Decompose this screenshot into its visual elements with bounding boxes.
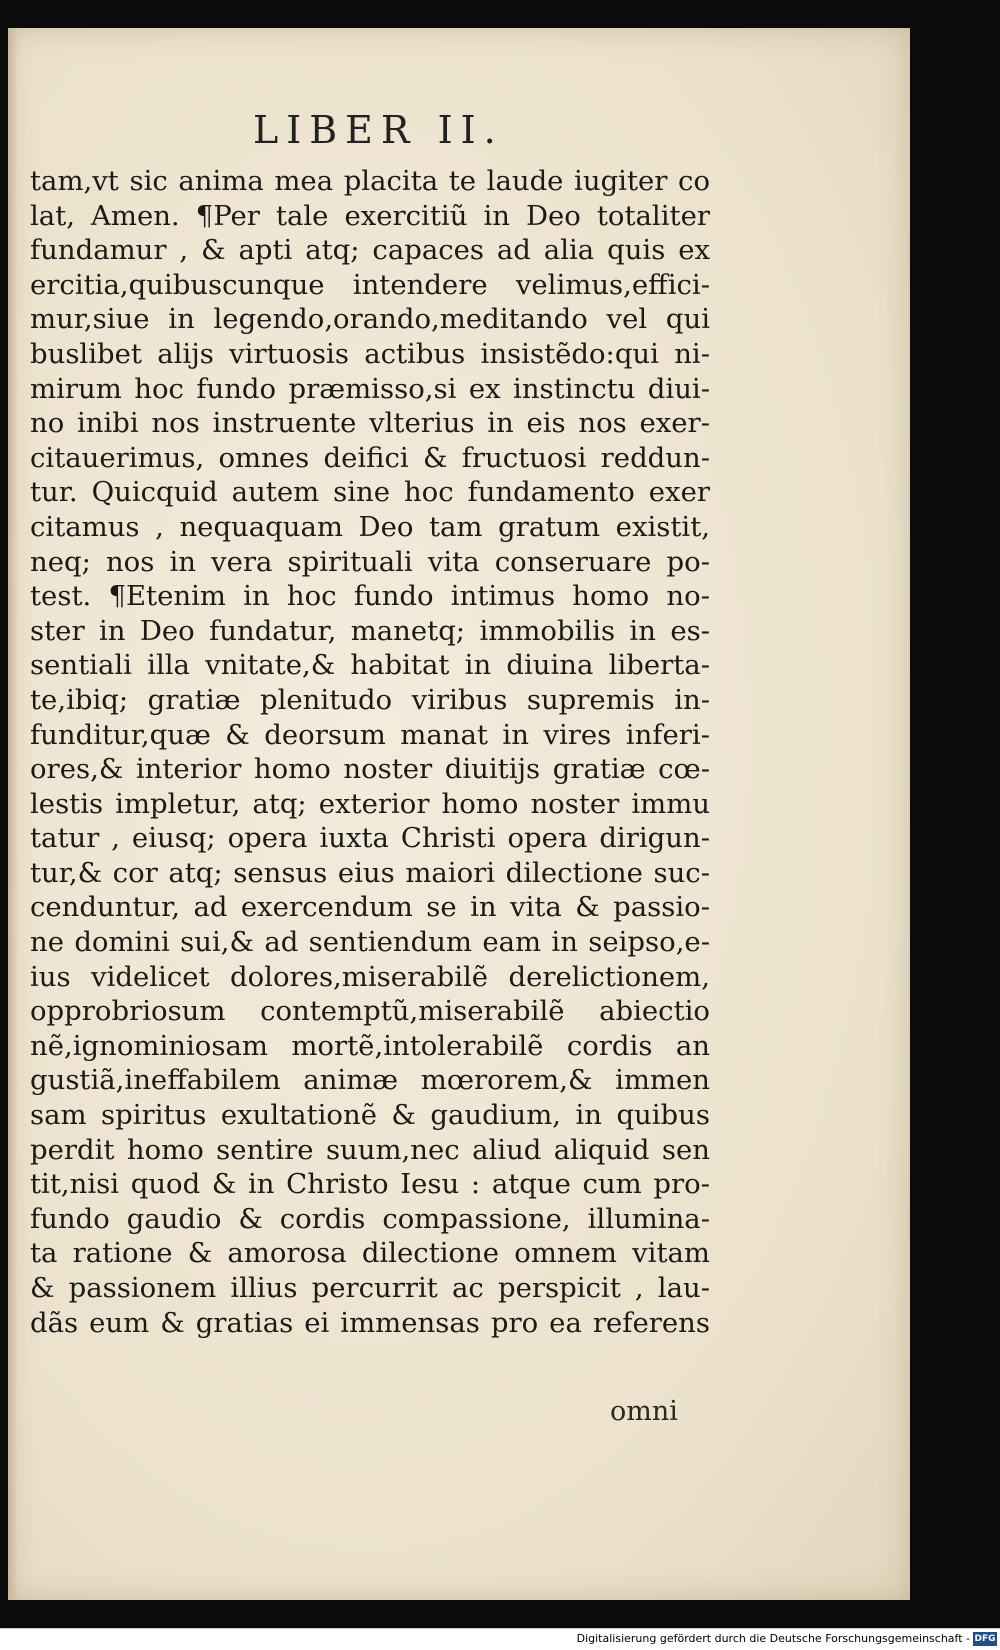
footer-bar [0,1628,1000,1650]
text-line: opprobriosum contemptũ,miserabilẽ abiectio [30,995,710,1028]
text-line: ercitia,quibuscunque intendere velimus,effici- [30,268,710,301]
text-block [30,164,710,1340]
text-line: lat, Amen. ¶Per tale exercitiũ in Deo totaliter [30,199,710,232]
text-line: tam,vt sic anima mea placita te laude iugiter co [30,165,710,197]
footer-credit: Digitalisierung gefördert durch die Deutsche Forschungsgemeinschaft - [576,1632,970,1645]
text-line: mur,siue in legendo,orando,meditando vel qui [30,303,710,336]
text-line: citamus , nequaquam Deo tam gratum existit, [30,510,710,543]
text-line: sentiali illa vnitate,& habitat in diuina liberta- [30,649,710,682]
text-line: funditur,quæ & deorsum manat in vires inferi- [30,718,710,751]
text-line: ores,& interior homo noster diuitijs gratiæ cœ- [30,753,710,786]
text-line: tur,& cor atq; sensus eius maiori dilectione suc- [30,856,710,889]
text-line: ne domini sui,& ad sentiendum eam in seipso,e- [30,926,710,959]
text-line: nẽ,ignominiosam mortẽ,intolerabilẽ cordis an [30,1029,710,1062]
text-line: fundamur , & apti atq; capaces ad alia quis ex [30,234,710,267]
catchword: omni [610,1396,678,1427]
text-line: tatur , eiusq; opera iuxta Christi opera dirigun- [30,822,710,855]
text-line: gustiã,ineffabilem animæ mœrorem,& immen [30,1064,710,1097]
text-line: citauerimus, omnes deifici & fructuosi reddun- [30,441,710,474]
text-line: perdit homo sentire suum,nec aliud aliquid sen [30,1133,710,1166]
text-line: fundo gaudio & cordis compassione, illumina- [30,1202,710,1235]
text-line: test. ¶Etenim in hoc fundo intimus homo no- [30,580,710,613]
text-line: ta ratione & amorosa dilectione omnem vitam [30,1237,710,1270]
text-line: dãs eum & gratias ei immensas pro ea referens [30,1306,710,1339]
running-head: LIBER II. [253,108,504,152]
text-line: ster in Deo fundatur, manetq; immobilis in es- [30,614,710,647]
text-line: sam spiritus exultationẽ & gaudium, in quibus [30,1099,710,1132]
text-line: ius videlicet dolores,miserabilẽ derelictionem, [30,960,710,993]
text-line: no inibi nos instruente vlterius in eis nos exer- [30,407,710,440]
book-page [8,28,910,1600]
text-line: & passionem illius percurrit ac perspicit , lau- [30,1272,710,1304]
text-line: lestis impletur, atq; exterior homo noster immu [30,787,710,820]
dfg-logo: DFG [974,1634,996,1644]
text-line: buslibet alijs virtuosis actibus insistẽdo:qui ni- [30,337,710,370]
text-line: te,ibiq; gratiæ plenitudo viribus supremis in- [30,683,710,716]
text-line: tur. Quicquid autem sine hoc fundamento exer [30,476,710,509]
text-line: cenduntur, ad exercendum se in vita & passio- [30,891,710,924]
text-line: neq; nos in vera spirituali vita conseruare po- [30,545,710,578]
text-line: mirum hoc fundo præmisso,si ex instinctu diui- [30,372,710,405]
text-line: tit,nisi quod & in Christo Iesu : atque cum pro- [30,1168,710,1201]
